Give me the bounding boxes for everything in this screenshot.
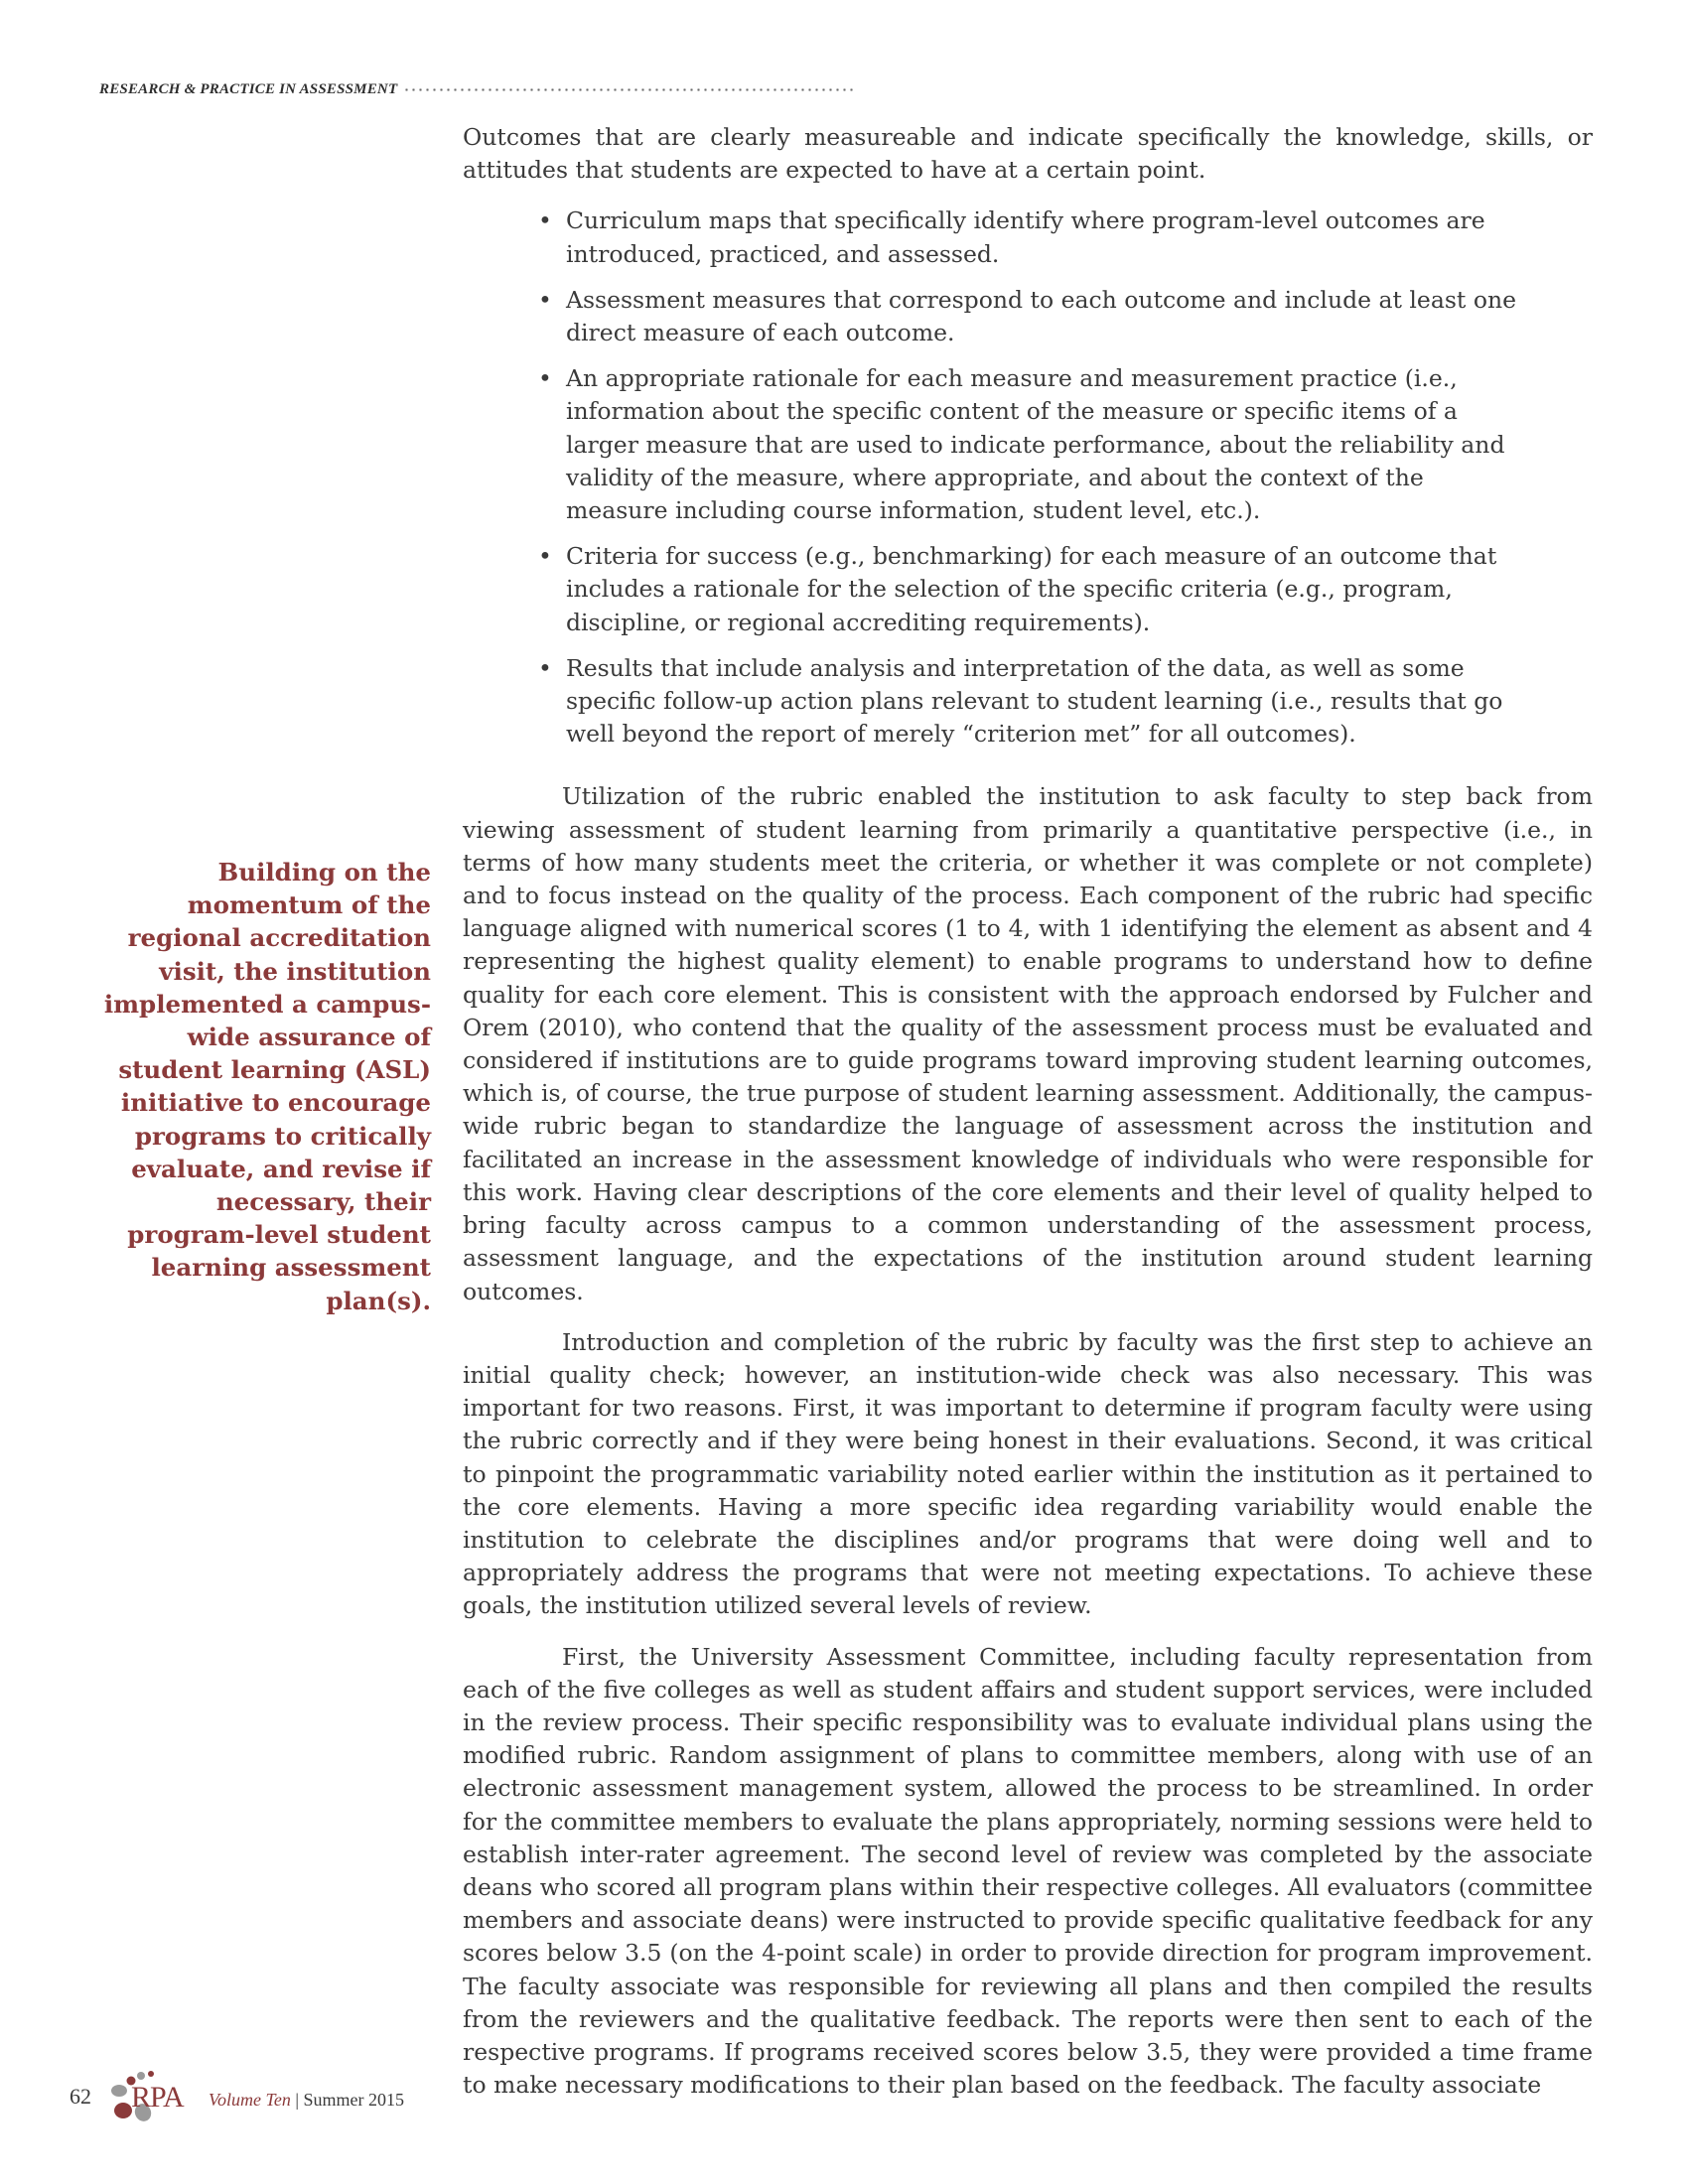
- volume-label: Volume Ten: [209, 2089, 291, 2110]
- lead-paragraph: Outcomes that are clearly measureable and indicate specifically the knowledge, skills, or attitudes that students are expected to have at a certain point.: [463, 123, 1593, 185]
- page-number: 62: [70, 2084, 91, 2109]
- rpa-logo-text: RPA: [131, 2081, 184, 2114]
- running-head: [99, 81, 854, 98]
- bullet-item: • Criteria for success (e.g., benchmarking) for each measure of an outcome that includes a rationale for the selection of the specific criteria (e.g., program, discipline, or regional accrediting requirements).: [566, 540, 1519, 639]
- pull-quote: Building on the momentum of the regional accreditation visit, the institution implemented a campus-wide assurance of student learning (ASL) initiative to encourage programs to critically evaluate, and revise if necessary, their program-level student learning assessment plan(s).: [103, 858, 431, 1315]
- bullet-item: • Assessment measures that correspond to each outcome and include at least one direct measure of each outcome.: [566, 284, 1519, 349]
- bullet-item: • An appropriate rationale for each measure and measurement practice (i.e., information about the specific content of the measure or specific items of a larger measure that are used to indicate performance, about the reliability and validity of the measure, where appropriate, and about the context of the measure including course information, student level, etc.).: [566, 362, 1519, 527]
- running-head-title: RESEARCH & PRACTICE IN ASSESSMENT: [99, 81, 398, 97]
- page-footer: [70, 2067, 404, 2126]
- bullet-item: • Curriculum maps that specifically identify where program-level outcomes are introduced, practiced, and assessed.: [566, 205, 1519, 270]
- rpa-logo: [103, 2067, 203, 2126]
- main-column: [463, 121, 1593, 2119]
- season-label: Summer 2015: [303, 2089, 404, 2110]
- body-paragraph: Introduction and completion of the rubric by faculty was the first step to achieve an initial quality check; however, an institution-wide check was also necessary. This was important for two reasons. First, it was important to determine if program faculty were using the rubric correctly and if they were being honest in their evaluations. Second, it was critical to pinpoint the programmatic variability noted earlier within the institution as it pertained to the core elements. Having a more specific idea regarding variability would enable the institution to celebrate the disciplines and/or programs that were doing well and to appropriately address the programs that were not meeting expectations. To achieve these goals, the institution utilized several levels of review.: [463, 1327, 1593, 1620]
- issue-separator: |: [290, 2089, 304, 2110]
- issue-label: [209, 2090, 404, 2111]
- bullet-list: [463, 205, 1519, 751]
- running-head-dotted-rule: [403, 88, 854, 91]
- body-paragraph: Utilization of the rubric enabled the institution to ask faculty to step back from viewing assessment of student learning from primarily a quantitative perspective (i.e., in terms of how many students meet the criteria, or whether it was complete or not complete) and to focus instead on the quality of the process. Each component of the rubric had specific language aligned with numerical scores (1 to 4, with 1 identifying the element as absent and 4 representing the highest quality element) to enable programs to understand how to define quality for each core element. This is consistent with the approach endorsed by Fulcher and Orem (2010), who contend that the quality of the assessment process must be evaluated and considered if institutions are to guide programs toward improving student learning outcomes, which is, of course, the true purpose of student learning assessment. Additionally, the campus-wide rubric began to standardize the language of assessment across the institution and facilitated an increase in the assessment knowledge of individuals who were responsible for this work. Having clear descriptions of the core elements and their level of quality helped to bring faculty across campus to a common understanding of the assessment process, assessment language, and the expectations of the institution around student learning outcomes.: [463, 782, 1593, 1305]
- body-paragraph: First, the University Assessment Committee, including faculty representation from each of the five colleges as well as student affairs and student support services, were included in the review process. Their specific responsibility was to evaluate individual plans using the modified rubric. Random assignment of plans to committee members, along with use of an electronic assessment management system, allowed the process to be streamlined. In order for the committee members to evaluate the plans appropriately, norming sessions were held to establish inter-rater agreement. The second level of review was completed by the associate deans who scored all program plans within their respective colleges. All evaluators (committee members and associate deans) were instructed to provide specific qualitative feedback for any scores below 3.5 (on the 4-point scale) in order to provide direction for program improvement. The faculty associate was responsible for reviewing all plans and then compiled the results from the reviewers and the qualitative feedback. The reports were then sent to each of the respective programs. If programs received scores below 3.5, they were provided a time frame to make necessary modifications to their plan based on the feedback. The faculty associate: [463, 1642, 1593, 2100]
- bullet-item: • Results that include analysis and interpretation of the data, as well as some specific follow-up action plans relevant to student learning (i.e., results that go well beyond the report of merely “criterion met” for all outcomes).: [566, 652, 1519, 751]
